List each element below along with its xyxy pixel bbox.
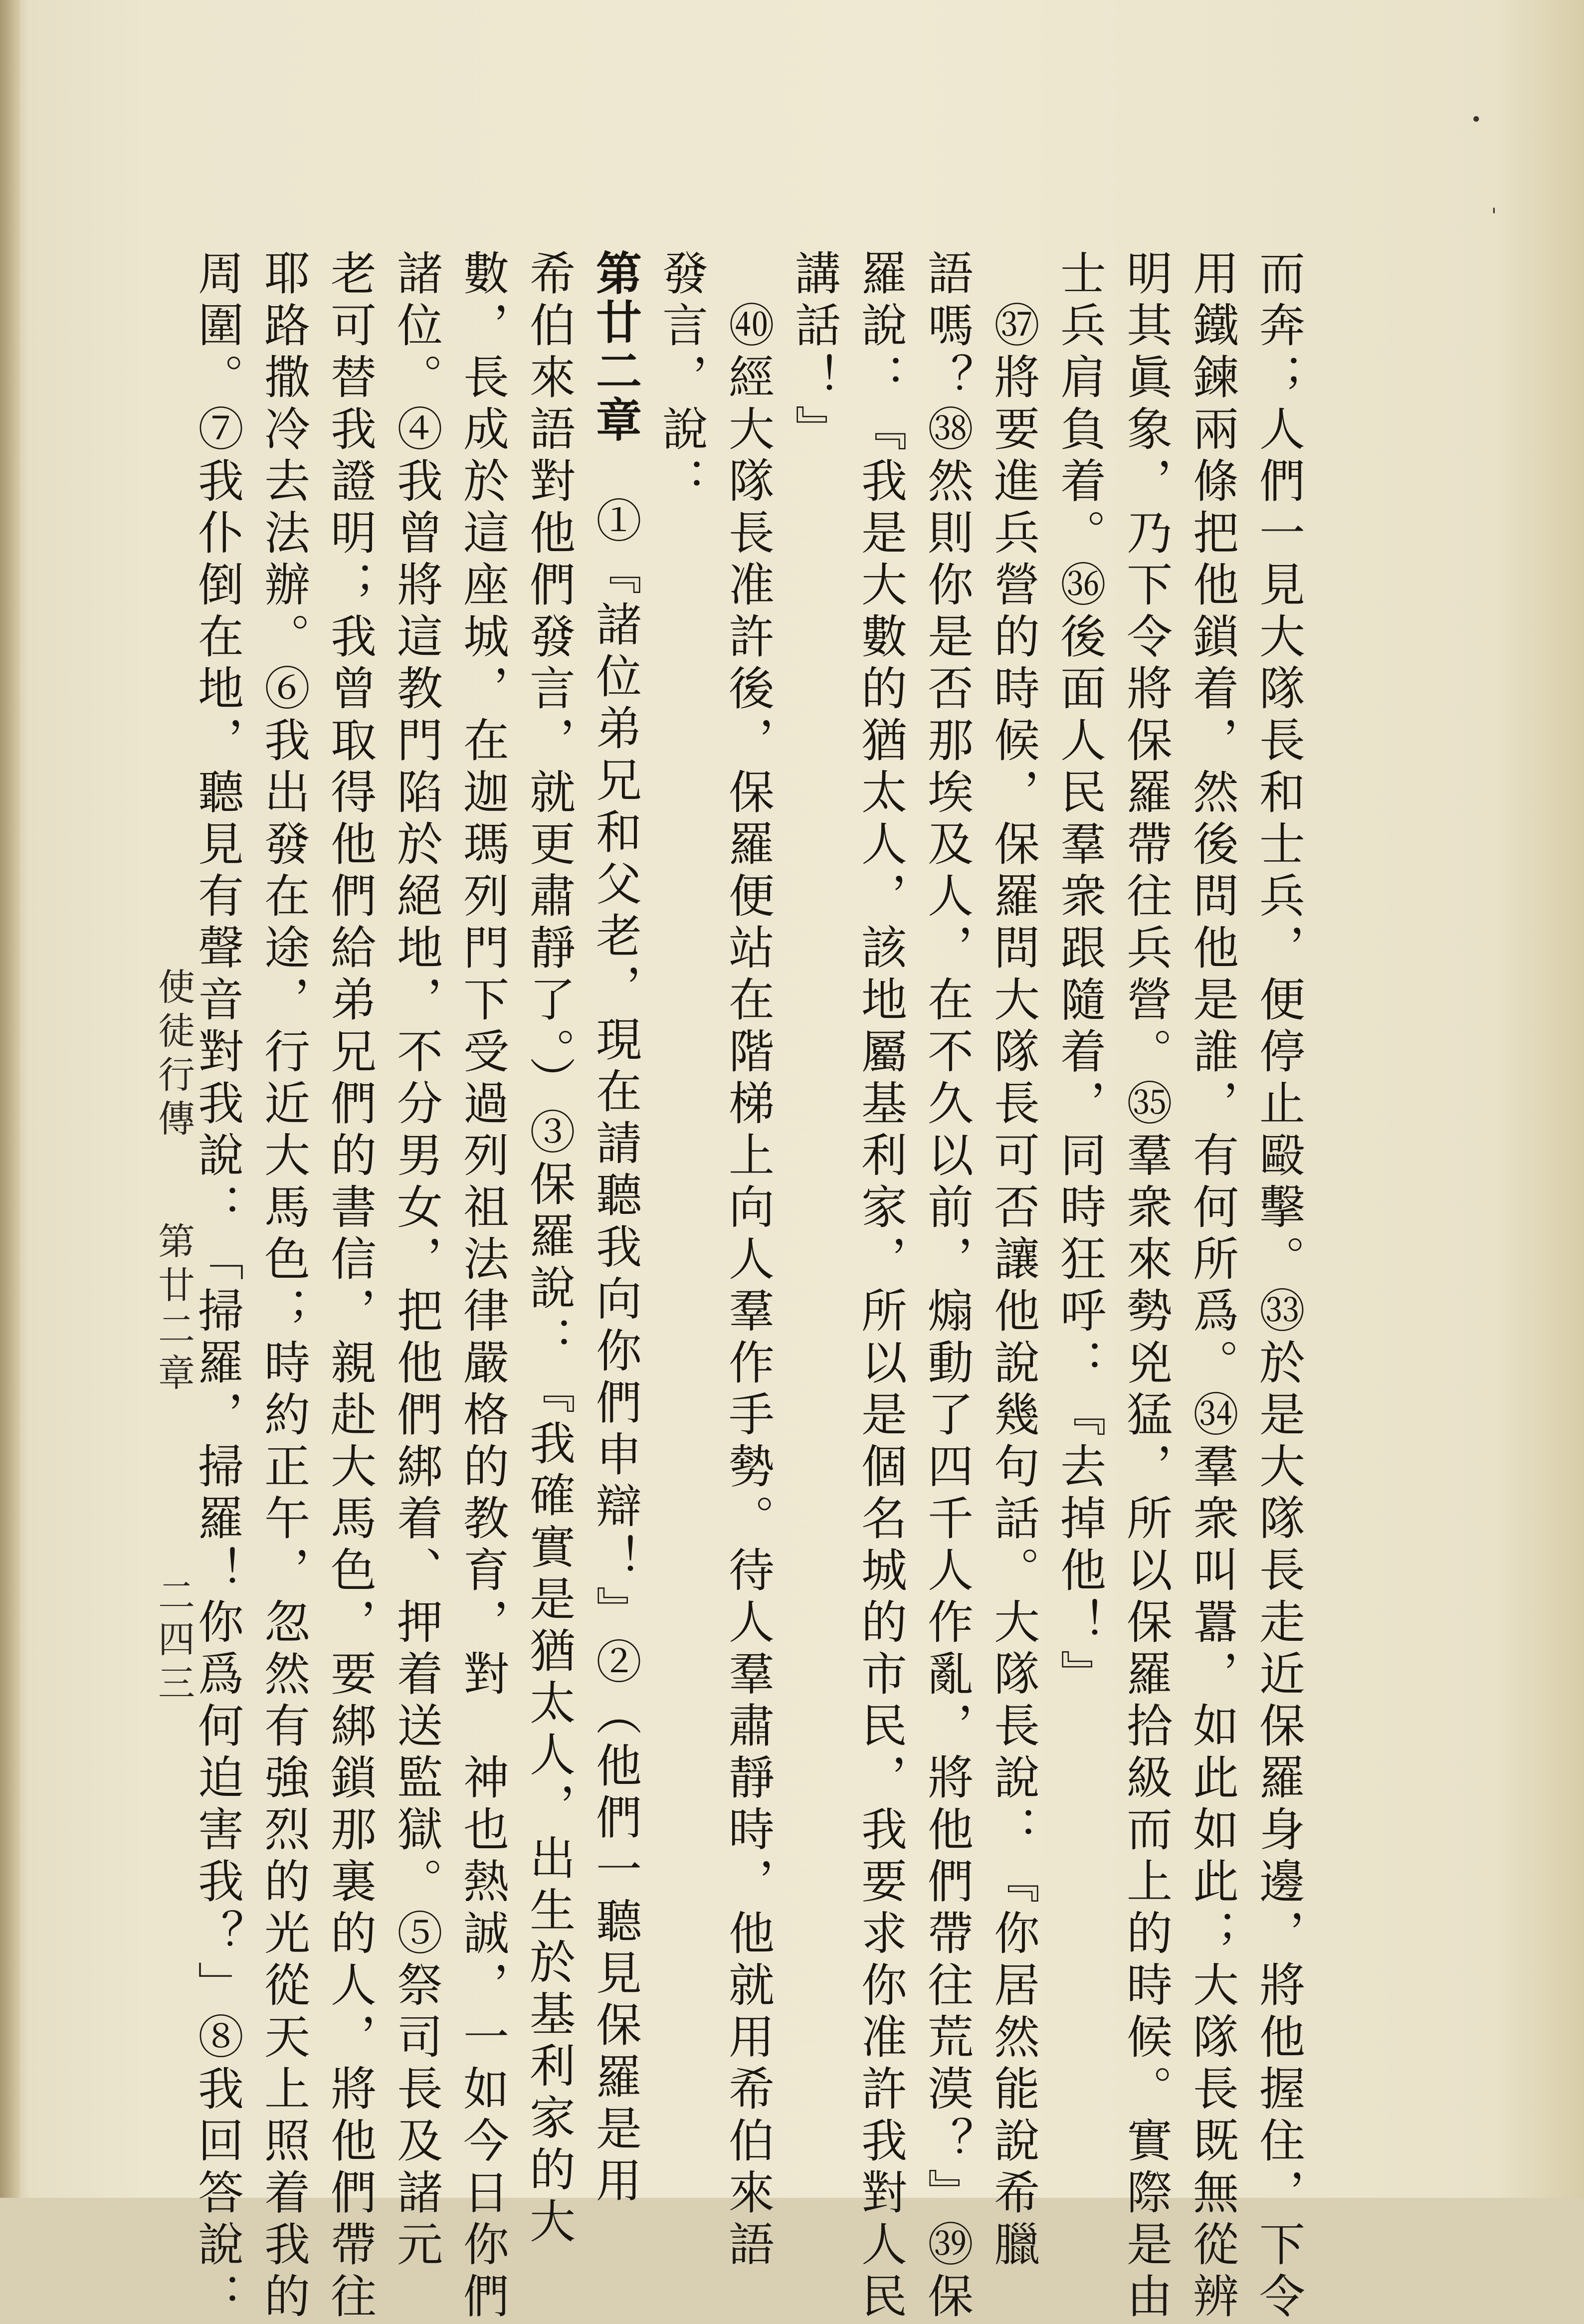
text-line: 數，長成於這座城，在迦瑪列門下受過列祖法律嚴格的教育，對 神也熱誠，一如今日你們 <box>456 249 509 2324</box>
chapter-line-text: ①『諸位弟兄和父老，現在請聽我向你們申辯！』②（他們一聽見保羅是用 <box>589 497 642 2208</box>
text-line: 周圍。⑦我仆倒在地，聽見有聲音對我說：「掃羅，掃羅！你爲何迫害我？」⑧我回答說： <box>191 249 244 2324</box>
running-header-chapter: 第廿二章 <box>152 1222 195 1397</box>
text-line: 耶路撒冷去法辦。⑥我出發在途，行近大馬色；時約正午，忽然有強烈的光從天上照着我的 <box>257 249 310 2324</box>
page-number: 二四三 <box>152 1576 195 1708</box>
chapter-first-line <box>582 249 648 2208</box>
text-line: 講話！』 <box>788 249 841 457</box>
text-line: ㊲將要進兵營的時候，保羅問大隊長可否讓他說幾句話。大隊長說：『你居然能說希臘 <box>987 249 1040 2272</box>
main-text-block <box>191 249 1312 2324</box>
text-line: 希伯來語對他們發言，就更肅靜了。）③保羅說：『我確實是猶太人，出生於基利家的大 <box>522 249 576 2249</box>
text-line: 老可替我證明；我曾取得他們給弟兄們的書信，親赴大馬色，要綁鎖那裏的人，將他們帶往 <box>323 249 377 2324</box>
text-line: 羅說：『我是大數的猶太人，該地屬基利家，所以是個名城的市民，我要求你准許我對人民 <box>854 249 907 2324</box>
running-header-book-title: 使徒行傳 <box>152 968 195 1143</box>
ink-speck: ' <box>1491 204 1497 227</box>
text-line: 發言，說： <box>655 249 708 509</box>
text-line: 諸位。④我曾將這教門陷於絕地，不分男女，把他們綁着、押着送監獄。⑤祭司長及諸元 <box>390 249 443 2272</box>
text-line: 語嗎？㊳然則你是否那埃及人，在不久以前，煽動了四千人作亂，將他們帶往荒漠？』㊴保 <box>920 249 974 2324</box>
text-line: 用鐵鍊兩條把他鎖着，然後問他是誰，有何所爲。㉞羣衆叫囂，如此如此；大隊長既無從辨 <box>1186 249 1239 2324</box>
text-line: 明其眞象，乃下令將保羅帶往兵營。㉟羣衆來勢兇猛，所以保羅拾級而上的時候。實際是由 <box>1119 249 1173 2324</box>
chapter-heading: 第廿二章 <box>589 249 642 445</box>
text-line: ㊵經大隊長准許後，保羅便站在階梯上向人羣作手勢。待人羣肅靜時，他就用希伯來語 <box>721 249 775 2272</box>
page-binding-shadow <box>0 0 20 2198</box>
text-line: 士兵肩負着。㊱後面人民羣衆跟隨着，同時狂呼：『去掉他！』 <box>1053 249 1106 1702</box>
text-line: 而奔；人們一見大隊長和士兵，便停止毆擊。㉝於是大隊長走近保羅身邊，將他握住，下令 <box>1252 249 1305 2324</box>
ink-speck: ∙ <box>1471 107 1481 130</box>
